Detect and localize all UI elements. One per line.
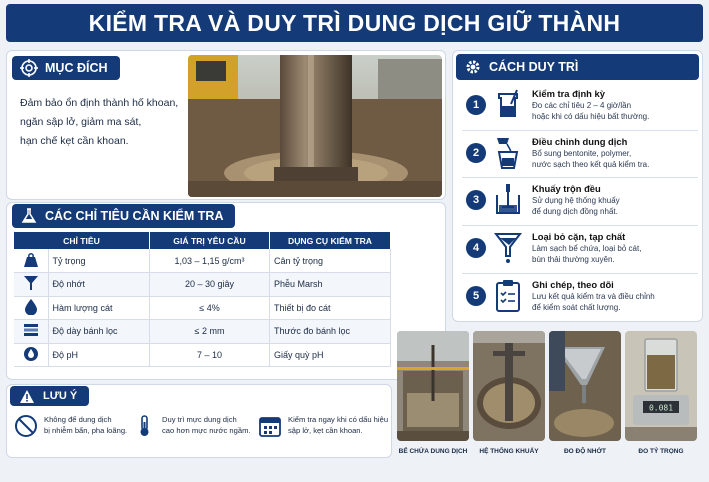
criteria-table [14,232,391,367]
divider [462,273,698,274]
photo-caption: HỆ THỐNG KHUẤY [479,448,539,455]
mixer-icon [493,183,523,217]
step-number: 2 [466,143,486,163]
purpose-line: hạn chế kẹt cần khoan. [20,135,129,147]
droplet-icon [24,307,38,317]
criteria-value: 20 – 30 giây [150,273,270,297]
step-title: Ghi chép, theo dõi [532,279,614,290]
table-header-row [14,232,391,249]
step-title: Điều chỉnh dung dịch [532,136,628,147]
note-item [132,414,258,438]
table-row [14,320,391,344]
step-item [462,181,698,229]
prohibited-icon [14,414,38,438]
column-header: DỤNG CỤ KIỂM TRA [270,232,391,249]
step-line: Đo các chỉ tiêu 2 – 4 giờ/lần [532,101,632,110]
criteria-tool: Phễu Marsh [270,273,391,297]
step-line: để dung dịch đồng nhất. [532,207,618,216]
purpose-heading [12,56,120,80]
criteria-heading-text: CÁC CHỈ TIÊU CẦN KIỂM TRA [45,209,224,223]
viscosity-photo [549,331,621,441]
note-line: bị nhiễm bẩn, pha loãng. [44,426,128,435]
criteria-tool: Cân tỷ trọng [270,249,391,273]
filter-icon [493,231,523,265]
criteria-tool: Thiết bị đo cát [270,296,391,320]
step-number: 3 [466,190,486,210]
photo-caption: ĐO ĐỘ NHỚT [563,448,606,455]
criteria-name: Hàm lượng cát [48,296,150,320]
step-line: bùn thải thường xuyên. [532,255,615,264]
note-line: Kiểm tra ngay khi có dấu hiệu [288,415,389,424]
beaker-icon [493,88,523,122]
page-title: KIỂM TRA VÀ DUY TRÌ DUNG DỊCH GIỮ THÀNH [88,9,621,36]
step-line: Sử dụng hệ thống khuấy [532,196,620,205]
scale-readout: 0.081 [648,403,674,413]
mixing-photo [473,331,545,441]
divider [462,225,698,226]
step-number: 4 [466,238,486,258]
purpose-text [20,94,185,151]
step-item [462,134,698,182]
criteria-name: Tỷ trọng [48,249,150,273]
note-line: sập lở, kẹt cần khoan. [288,426,363,435]
purpose-line: ngăn sập lở, giảm ma sát, [20,116,142,128]
step-title: Khuấy trộn đều [532,183,601,194]
purpose-heading-text: MỤC ĐÍCH [45,61,108,75]
step-item [462,86,698,134]
table-row [14,249,391,273]
step-line: hoặc khi có dấu hiệu bất thường. [532,112,650,121]
step-item [462,277,698,325]
calendar-icon [258,414,282,438]
column-header: CHỈ TIÊU [14,232,150,249]
photo-caption: ĐO TỶ TRỌNG [638,448,684,455]
warning-icon [18,387,36,405]
drilling-photo [188,55,442,197]
tank-photo [397,331,469,441]
notes-heading-text: LƯU Ý [43,390,78,402]
criteria-name: Độ nhớt [48,273,150,297]
column-header: GIÁ TRỊ YÊU CẦU [150,232,270,249]
note-line: cao hơn mực nước ngầm. [162,426,251,435]
funnel-icon [23,283,39,293]
maintenance-heading [456,54,699,80]
criteria-value: 1,03 – 1,15 g/cm³ [150,249,270,273]
criteria-value: 7 – 10 [150,343,270,367]
step-number: 5 [466,286,486,306]
layers-icon [23,329,39,339]
note-item [258,414,390,438]
thermometer-icon [132,414,156,438]
step-line: Bổ sung bentonite, polymer, [532,149,632,158]
criteria-value: ≤ 2 mm [150,320,270,344]
divider [462,130,698,131]
table-row [14,343,391,367]
criteria-value: ≤ 4% [150,296,270,320]
step-item [462,229,698,277]
clipboard-icon [493,279,523,313]
step-line: Làm sạch bể chứa, loại bỏ cát, [532,244,642,253]
step-line: Lưu kết quả kiểm tra và điều chỉnh [532,292,655,301]
maintenance-heading-text: CÁCH DUY TRÌ [489,60,579,74]
notes-heading [10,386,89,406]
target-icon [20,59,38,77]
criteria-name: Độ pH [48,343,150,367]
note-item [14,414,136,438]
step-line: nước sạch theo kết quả kiểm tra. [532,160,650,169]
density-photo [625,331,697,441]
flask-icon [20,207,38,225]
criteria-name: Độ dày bánh lọc [48,320,150,344]
purpose-line: Đảm bảo ổn định thành hố khoan, [20,97,179,109]
step-title: Loại bỏ cặn, tạp chất [532,231,626,242]
criteria-heading [12,204,235,228]
pour-icon [493,136,523,170]
weight-icon [23,259,39,269]
title-banner [6,4,703,42]
table-row [14,296,391,320]
criteria-tool: Thước đo bánh lọc [270,320,391,344]
photo-caption: BỂ CHỨA DUNG DỊCH [398,448,468,455]
step-number: 1 [466,95,486,115]
step-line: để kiểm soát chất lượng. [532,303,621,312]
criteria-tool: Giấy quỳ pH [270,343,391,367]
gear-icon [464,58,482,76]
divider [462,177,698,178]
table-row [14,273,391,297]
note-line: Duy trì mực dung dịch [162,415,237,424]
ph-drop-icon [23,354,39,364]
step-title: Kiểm tra định kỳ [532,88,605,99]
note-line: Không để dung dịch [44,415,112,424]
